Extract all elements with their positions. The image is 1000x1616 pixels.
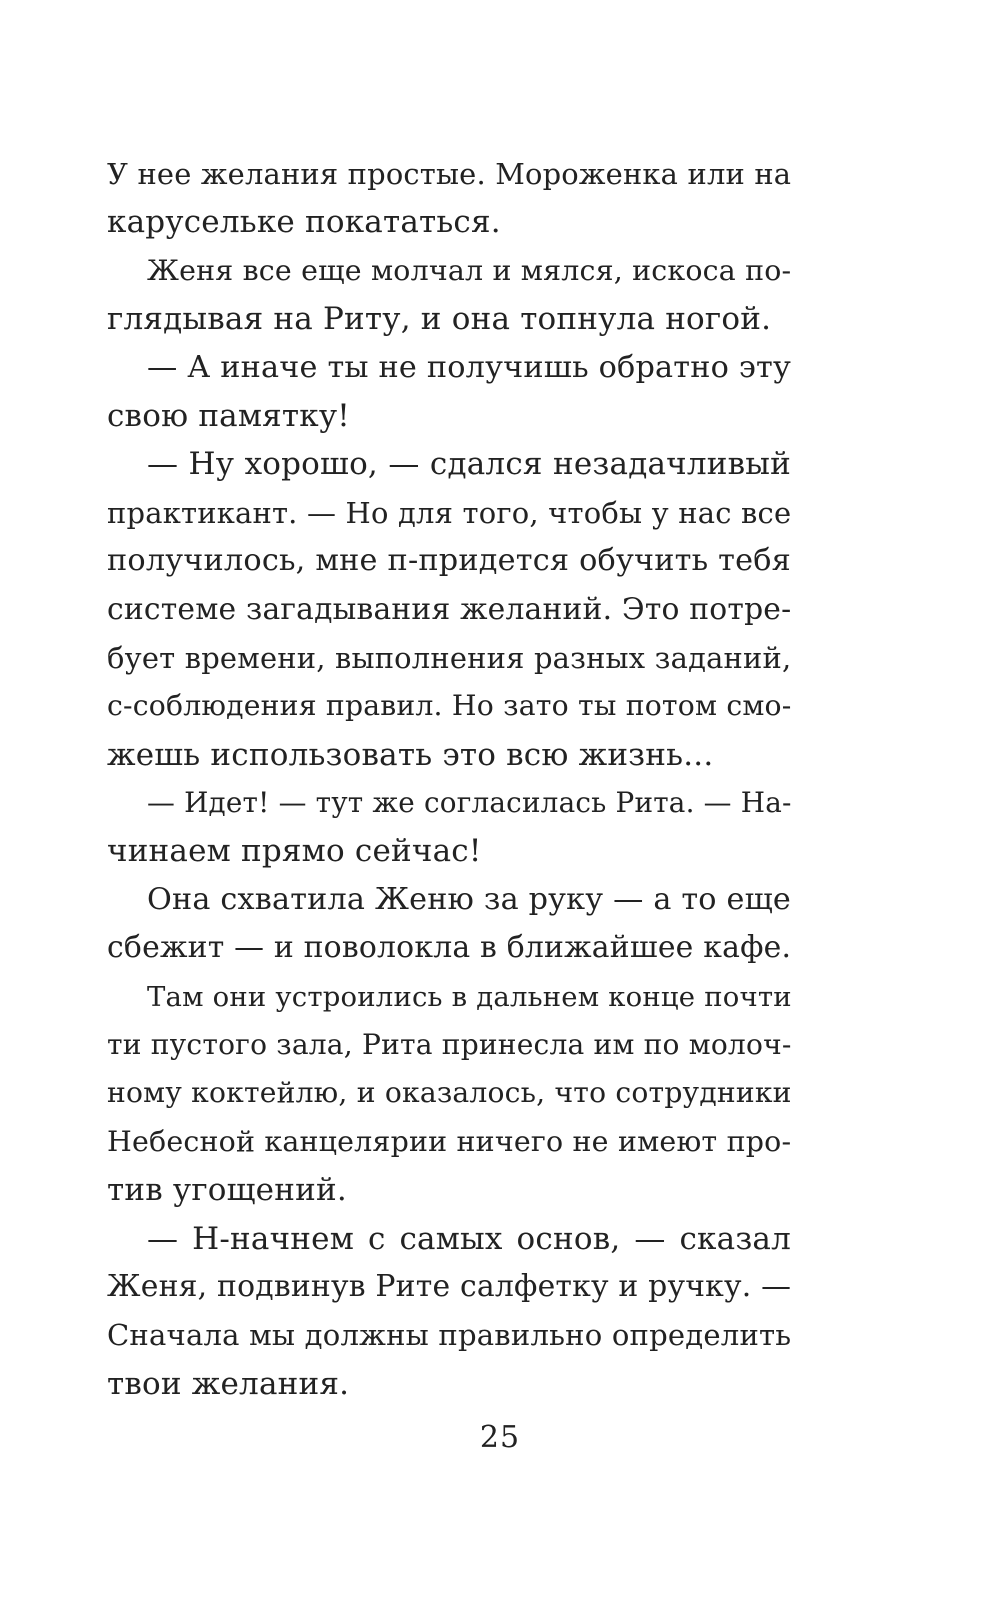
text-line: — А иначе ты не получишь обратно эту (147, 349, 792, 385)
text-line: Женя все еще молчал и мялся, искоса по- (147, 253, 792, 287)
text-line: — Ну хорошо, — сдался незадачливый (147, 446, 791, 483)
text-line: У нее желания простые. Мороженка или на (107, 157, 792, 191)
body-text (107, 150, 791, 1408)
text-line: — Н-начнем с самых основ, — сказал (147, 1220, 791, 1257)
text-line: системе загадывания желаний. Это потре- (107, 591, 792, 627)
text-line: сбежит — и поволокла в ближайшее кафе. (107, 930, 792, 966)
text-line: бует времени, выполнения разных заданий, (107, 640, 792, 675)
text-line: ти пустого зала, Рита принесла им по молоч- (107, 1028, 792, 1062)
text-line: получилось, мне п-придется обучить тебя (107, 543, 791, 579)
text-line: ному коктейлю, и оказалось, что сотрудники (107, 1076, 792, 1110)
page-number: 25 (479, 1420, 521, 1455)
text-line: Она схватила Женю за руку — а то еще (147, 881, 791, 917)
text-line: Сначала мы должны правильно определить (107, 1318, 792, 1353)
text-line: тив угощений. (107, 1172, 347, 1209)
text-line: свою памятку! (107, 397, 350, 434)
text-line: карусельке покататься. (107, 204, 501, 241)
text-line: Небесной канцелярии ничего не имеют про- (107, 1124, 792, 1158)
text-line: жешь использовать это всю жизнь... (107, 736, 714, 773)
text-line: глядывая на Риту, и она топнула ногой. (107, 301, 772, 338)
text-line: — Идет! — тут же согласилась Рита. — На- (147, 786, 792, 820)
text-line: Там они устроились в дальнем конце почти (147, 980, 792, 1013)
text-line: Женя, подвинув Рите салфетку и ручку. — (107, 1268, 792, 1304)
text-line: практикант. — Но для того, чтобы у нас все (107, 495, 792, 530)
text-line: с-соблюдения правил. Но зато ты потом смо- (107, 689, 792, 723)
text-line: твои желания. (107, 1365, 350, 1402)
text-line: чинаем прямо сейчас! (107, 833, 482, 870)
